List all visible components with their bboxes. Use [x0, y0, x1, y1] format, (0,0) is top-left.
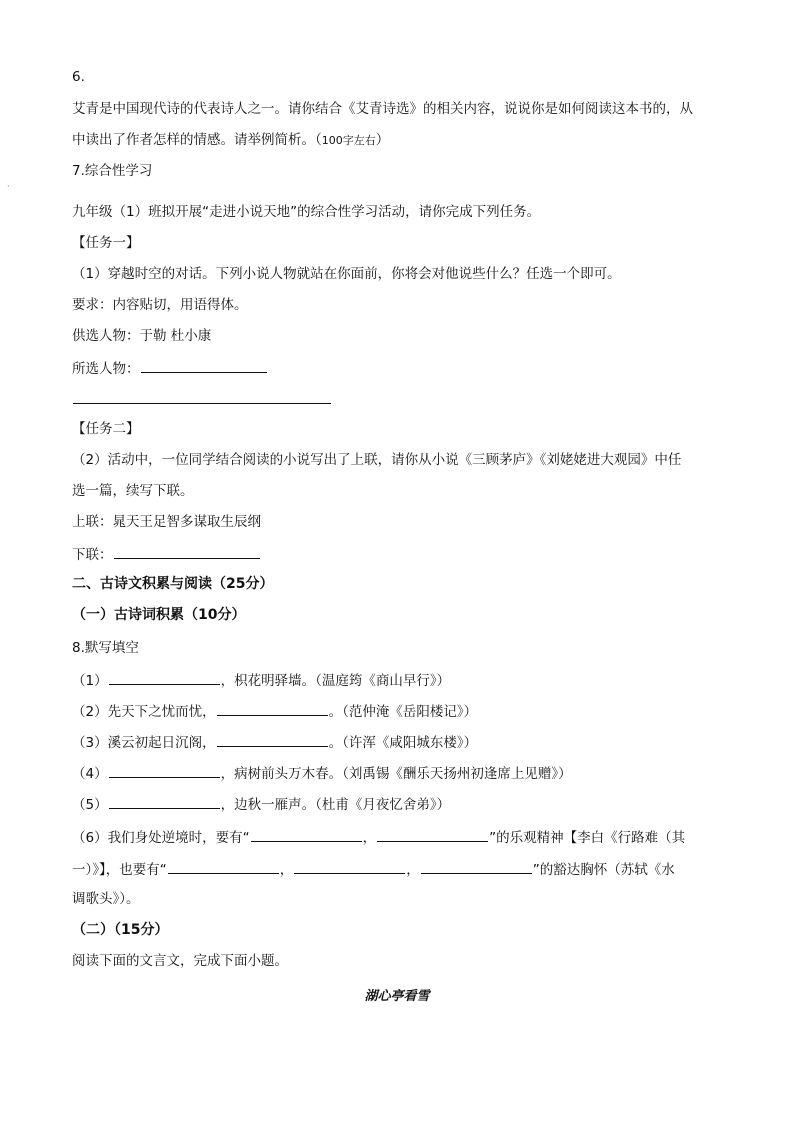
- q8-item-2: （2）先天下之忧而忧， 。（范仲淹《岳阳楼记》）: [72, 701, 477, 721]
- stray-dot: ·: [7, 182, 10, 191]
- q7-intro: 九年级（1）班拟开展“走进小说天地”的综合性学习活动，请你完成下列任务。: [72, 204, 541, 220]
- q8-item-5: （5） ，边秋一雁声。（杜甫《月夜忆舍弟》）: [72, 794, 450, 814]
- q8-5-blank[interactable]: [109, 794, 220, 809]
- section2-title: 二、古诗文积累与阅读（25分）: [72, 576, 274, 592]
- task2-upper-couplet: 上联：晁天王足智多谋取生辰纲: [72, 514, 261, 530]
- task2-lower-row: 下联：: [72, 544, 261, 564]
- q8-4-blank[interactable]: [109, 763, 220, 778]
- task1-title: 【任务一】: [72, 235, 140, 251]
- passage-title: 湖心亭看雪: [364, 989, 430, 1004]
- q8-item-1: （1） ，枳花明驿墙。（温庭筠《商山早行》）: [72, 670, 450, 690]
- q8-3-blank[interactable]: [217, 732, 328, 747]
- q8-heading: 8.默写填空: [72, 640, 139, 656]
- q7-heading: 7.综合性学习: [72, 163, 153, 179]
- section2-sub2-title: （二）（15分）: [72, 922, 169, 938]
- q6-text-line2: 中读出了作者怎样的情感。请举例简析。（100字左右）: [72, 132, 390, 148]
- q8-item-4: （4） ，病树前头万木春。（刘禹锡《酬乐天扬州初逢席上见赠》）: [72, 763, 572, 783]
- reading-instruction: 阅读下面的文言文，完成下面小题。: [72, 953, 288, 969]
- task1-options: 供选人物：于勒 杜小康: [72, 328, 212, 344]
- q8-item-6-line3: 调歌头》）。: [72, 891, 140, 907]
- task1-answer-blank[interactable]: [73, 389, 331, 404]
- q8-6-blank-e[interactable]: [421, 859, 532, 874]
- task1-answer-row: [72, 389, 332, 409]
- q8-item-6-line2: 一）》】，也要有“ ， ， ”的豁达胸怀（苏轼《水: [72, 859, 675, 879]
- q8-6-blank-b[interactable]: [377, 827, 488, 842]
- q8-2-blank[interactable]: [217, 701, 328, 716]
- task2-question-line1: （2）活动中，一位同学结合阅读的小说写出了上联，请你从小说《三顾茅庐》《刘姥姥进大观园》中任: [72, 452, 682, 468]
- q6-text-line1: 艾青是中国现代诗的代表诗人之一。请你结合《艾青诗选》的相关内容，说说你是如何阅读这本书的，从: [72, 101, 693, 117]
- task2-question-line2: 选一篇，续写下联。: [72, 483, 194, 499]
- q8-6-blank-a[interactable]: [251, 827, 362, 842]
- q8-item-6-line1: （6）我们身处逆境时，要有“ ， ”的乐观精神【李白《行路难（其: [72, 827, 685, 847]
- task1-chosen-row: 所选人物：: [72, 358, 268, 378]
- q8-6-blank-c[interactable]: [168, 859, 279, 874]
- lower-couplet-blank[interactable]: [114, 544, 260, 559]
- chosen-person-blank[interactable]: [141, 358, 267, 373]
- task1-question: （1）穿越时空的对话。下列小说人物就站在你面前，你将会对他说些什么？任选一个即可。: [72, 266, 621, 282]
- section2-sub1-title: （一）古诗词积累（10分）: [72, 607, 246, 623]
- q8-6-blank-d[interactable]: [294, 859, 405, 874]
- task1-requirement: 要求：内容贴切，用语得体。: [72, 297, 248, 313]
- q8-item-3: （3）溪云初起日沉阁， 。（许浑《咸阳城东楼》）: [72, 732, 477, 752]
- q8-1-blank[interactable]: [109, 670, 220, 685]
- q6-number: 6.: [72, 69, 85, 85]
- task2-title: 【任务二】: [72, 421, 140, 437]
